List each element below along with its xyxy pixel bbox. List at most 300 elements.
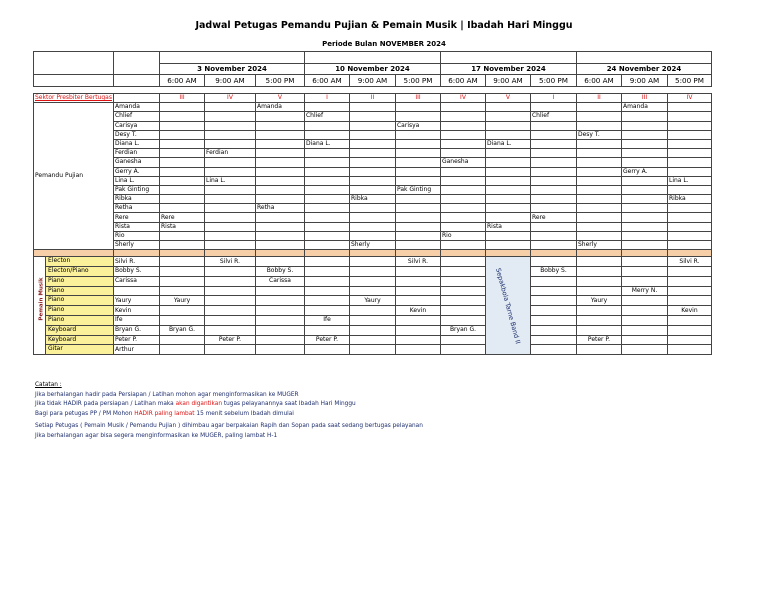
assignment-cell [395, 176, 440, 185]
table-row [34, 286, 712, 296]
sektor-value: III [621, 94, 667, 103]
assignment-cell: Merry N. [621, 286, 667, 296]
assignment-cell [159, 103, 204, 112]
pemain-label: Pemain Musik [38, 277, 45, 321]
assignment-cell [576, 222, 621, 231]
assignment-cell [304, 213, 349, 222]
person-name: Sherly [113, 241, 159, 250]
assignment-cell [349, 103, 395, 112]
assignment-cell [440, 112, 485, 121]
assignment-cell [440, 103, 485, 112]
assignment-cell [576, 213, 621, 222]
table-row [34, 241, 712, 250]
assignment-cell: Ferdian [204, 149, 255, 158]
assignment-cell [255, 296, 304, 306]
assignment-cell: Retha [255, 204, 304, 213]
person-name: Pak Ginting [113, 185, 159, 194]
assignment-cell [349, 315, 395, 325]
instrument-label: Piano [46, 287, 113, 297]
assignment-cell [204, 276, 255, 286]
table-row [34, 149, 712, 158]
assignment-cell [255, 149, 304, 158]
assignment-cell [395, 296, 440, 306]
assignment-cell [304, 222, 349, 231]
assignment-cell [621, 121, 667, 130]
assignment-cell [621, 325, 667, 335]
assignment-cell [440, 315, 485, 325]
assignment-cell: Peter P. [576, 335, 621, 345]
assignment-cell [485, 130, 530, 139]
assignment-cell [440, 286, 485, 296]
assignment-cell [159, 121, 204, 130]
assignment-cell [349, 176, 395, 185]
assignment-cell [255, 325, 304, 335]
assignment-cell [621, 139, 667, 148]
instrument-label: Electon/Piano [46, 267, 113, 277]
assignment-cell [204, 158, 255, 167]
time-header: 5:00 PM [255, 75, 304, 87]
table-row [34, 315, 712, 325]
assignment-cell: Gerry A. [621, 167, 667, 176]
assignment-cell [485, 121, 530, 130]
assignment-cell [530, 231, 576, 240]
person-name: Bryan G. [113, 325, 159, 335]
assignment-cell [621, 213, 667, 222]
assignment-cell [159, 335, 204, 345]
time-header: 5:00 PM [667, 75, 711, 87]
assignment-cell [667, 213, 711, 222]
assignment-cell [204, 195, 255, 204]
assignment-cell [349, 213, 395, 222]
assignment-cell [576, 325, 621, 335]
assignment-cell [304, 296, 349, 306]
date-header: 3 November 2024 [159, 64, 304, 75]
assignment-cell [621, 222, 667, 231]
assignment-cell [440, 176, 485, 185]
assignment-cell [667, 185, 711, 194]
assignment-cell [204, 266, 255, 276]
assignment-cell [667, 167, 711, 176]
assignment-cell [304, 257, 349, 267]
assignment-cell [395, 130, 440, 139]
person-name: Chlief [113, 112, 159, 121]
sektor-value: II [349, 94, 395, 103]
person-name: Retha [113, 204, 159, 213]
instrument-label: Electon [46, 257, 113, 267]
page-subtitle: Periode Bulan NOVEMBER 2024 [322, 40, 446, 48]
person-name: Carisya [113, 121, 159, 130]
assignment-cell [204, 139, 255, 148]
assignment-cell [485, 149, 530, 158]
assignment-cell [621, 345, 667, 355]
assignment-cell [530, 276, 576, 286]
table-row [34, 231, 712, 240]
assignment-cell [204, 231, 255, 240]
assignment-cell [667, 276, 711, 286]
assignment-cell [255, 335, 304, 345]
assignment-cell [621, 204, 667, 213]
assignment-cell [304, 185, 349, 194]
assignment-cell [255, 139, 304, 148]
assignment-cell [395, 286, 440, 296]
assignment-cell [485, 158, 530, 167]
assignment-cell [440, 213, 485, 222]
assignment-cell [621, 176, 667, 185]
assignment-cell: Ganesha [440, 158, 485, 167]
assignment-cell [395, 315, 440, 325]
date-header: 17 November 2024 [440, 64, 576, 75]
assignment-cell [395, 241, 440, 250]
assignment-cell: Sherly [349, 241, 395, 250]
assignment-cell [204, 296, 255, 306]
person-name: Diana L. [113, 139, 159, 148]
sektor-value: I [530, 94, 576, 103]
pemandu-label: Pemandu Pujian [34, 103, 114, 250]
assignment-cell [576, 149, 621, 158]
assignment-cell [621, 195, 667, 204]
assignment-cell [576, 276, 621, 286]
assignment-cell [304, 103, 349, 112]
assignment-cell [395, 345, 440, 355]
person-name: Ferdian [113, 149, 159, 158]
date-header: 24 November 2024 [576, 64, 711, 75]
assignment-cell [440, 266, 485, 276]
assignment-cell [304, 130, 349, 139]
assignment-cell [530, 325, 576, 335]
assignment-cell [159, 241, 204, 250]
assignment-cell: Desy T. [576, 130, 621, 139]
time-header: 5:00 PM [530, 75, 576, 87]
time-header: 6:00 AM [440, 75, 485, 87]
assignment-cell [530, 103, 576, 112]
assignment-cell [255, 112, 304, 121]
table-row [34, 176, 712, 185]
assignment-cell [530, 222, 576, 231]
assignment-cell [667, 296, 711, 306]
assignment-cell [395, 276, 440, 286]
date-header: 10 November 2024 [304, 64, 440, 75]
assignment-cell: Rio [440, 231, 485, 240]
assignment-cell [255, 213, 304, 222]
assignment-cell [621, 241, 667, 250]
assignment-cell [576, 167, 621, 176]
assignment-cell [255, 176, 304, 185]
assignment-cell: Rere [530, 213, 576, 222]
assignment-cell [204, 167, 255, 176]
assignment-cell [530, 204, 576, 213]
assignment-cell [576, 306, 621, 316]
assignment-cell: Rista [159, 222, 204, 231]
assignment-cell [530, 176, 576, 185]
notes-label: Catatan : [35, 382, 62, 388]
assignment-cell [395, 204, 440, 213]
assignment-cell [349, 335, 395, 345]
table-row [34, 139, 712, 148]
person-name: Ribka [113, 195, 159, 204]
assignment-cell [530, 121, 576, 130]
person-name [113, 286, 159, 296]
assignment-cell [255, 167, 304, 176]
table-row [34, 222, 712, 231]
assignment-cell [159, 176, 204, 185]
person-name: Rere [113, 213, 159, 222]
assignment-cell [159, 139, 204, 148]
assignment-cell [349, 276, 395, 286]
assignment-cell [530, 185, 576, 194]
assignment-cell [395, 167, 440, 176]
person-name: Bobby S. [113, 266, 159, 276]
time-header: 9:00 AM [349, 75, 395, 87]
sektor-value: IV [204, 94, 255, 103]
assignment-cell [576, 185, 621, 194]
sektor-value: IV [667, 94, 711, 103]
assignment-cell [440, 185, 485, 194]
assignment-cell [667, 149, 711, 158]
assignment-cell [255, 195, 304, 204]
assignment-cell [440, 222, 485, 231]
assignment-cell [159, 345, 204, 355]
sektor-value: III [159, 94, 204, 103]
table-row [34, 213, 712, 222]
assignment-cell [576, 158, 621, 167]
sektor-value: I [304, 94, 349, 103]
sektor-value: III [395, 94, 440, 103]
assignment-cell [159, 266, 204, 276]
assignment-cell [159, 149, 204, 158]
assignment-cell [667, 325, 711, 335]
assignment-cell [255, 306, 304, 316]
assignment-cell [204, 306, 255, 316]
assignment-cell [304, 286, 349, 296]
assignment-cell [440, 306, 485, 316]
assignment-cell: Ribka [667, 195, 711, 204]
assignment-cell [204, 241, 255, 250]
assignment-cell [576, 315, 621, 325]
assignment-cell [159, 185, 204, 194]
assignment-cell [349, 266, 395, 276]
assignment-cell [304, 167, 349, 176]
sektor-value: IV [440, 94, 485, 103]
assignment-cell [304, 266, 349, 276]
assignment-cell [440, 149, 485, 158]
assignment-cell: Bobby S. [530, 266, 576, 276]
table-row [34, 167, 712, 176]
time-header: 6:00 AM [159, 75, 204, 87]
assignment-cell [440, 167, 485, 176]
assignment-cell [530, 257, 576, 267]
time-header: 6:00 AM [576, 75, 621, 87]
assignment-cell [159, 315, 204, 325]
assignment-cell [621, 335, 667, 345]
sektor-value: V [255, 94, 304, 103]
assignment-cell [621, 158, 667, 167]
person-name: Rista [113, 222, 159, 231]
assignment-cell: Bobby S. [255, 266, 304, 276]
assignment-cell [530, 286, 576, 296]
assignment-cell [440, 130, 485, 139]
assignment-cell [667, 121, 711, 130]
assignment-cell [395, 112, 440, 121]
assignment-cell [204, 286, 255, 296]
assignment-cell [530, 306, 576, 316]
assignment-cell [621, 130, 667, 139]
assignment-cell [530, 345, 576, 355]
person-name: Carissa [113, 276, 159, 286]
person-name: Kevin [113, 306, 159, 316]
assignment-cell [255, 241, 304, 250]
instrument-label: Piano [46, 316, 113, 326]
assignment-cell [159, 306, 204, 316]
assignment-cell [349, 158, 395, 167]
assignment-cell [440, 204, 485, 213]
assignment-cell [304, 325, 349, 335]
assignment-cell [255, 257, 304, 267]
note-5: Jika berhalangan agar bisa segera menginformasikan ke MUGER, paling lambat H-1 [35, 432, 278, 439]
schedule-table [33, 51, 712, 355]
assignment-cell [395, 158, 440, 167]
assignment-cell: Carisya [395, 121, 440, 130]
assignment-cell [530, 335, 576, 345]
assignment-cell [395, 325, 440, 335]
assignment-cell [485, 204, 530, 213]
assignment-cell [485, 176, 530, 185]
instrument-label: Keyboard [46, 336, 113, 346]
note-3: Bagi para petugas PP / PM Mohon HADIR paling lambat 15 menit sebelum Ibadah dimulai [35, 410, 294, 417]
assignment-cell [667, 222, 711, 231]
assignment-cell [304, 204, 349, 213]
assignment-cell: Chlief [304, 112, 349, 121]
person-name: Yaury [113, 296, 159, 306]
assignment-cell [530, 139, 576, 148]
assignment-cell [349, 231, 395, 240]
assignment-cell [159, 257, 204, 267]
table-row [34, 158, 712, 167]
assignment-cell [440, 345, 485, 355]
assignment-cell [395, 231, 440, 240]
assignment-cell [159, 204, 204, 213]
assignment-cell [395, 195, 440, 204]
table-row [34, 296, 712, 306]
assignment-cell [395, 139, 440, 148]
assignment-cell [576, 345, 621, 355]
assignment-cell: Ife [304, 315, 349, 325]
assignment-cell: Carissa [255, 276, 304, 286]
assignment-cell [255, 158, 304, 167]
assignment-cell [621, 296, 667, 306]
assignment-cell [304, 345, 349, 355]
assignment-cell [349, 167, 395, 176]
assignment-cell [485, 213, 530, 222]
assignment-cell [255, 315, 304, 325]
assignment-cell [304, 158, 349, 167]
assignment-cell [349, 325, 395, 335]
assignment-cell [304, 149, 349, 158]
assignment-cell: Pak Ginting [395, 185, 440, 194]
pemain-label-cell [34, 257, 114, 355]
assignment-cell [304, 231, 349, 240]
table-row [34, 266, 712, 276]
assignment-cell [667, 158, 711, 167]
assignment-cell [576, 195, 621, 204]
assignment-cell [667, 139, 711, 148]
assignment-cell [667, 286, 711, 296]
assignment-cell [576, 266, 621, 276]
assignment-cell: Peter P. [304, 335, 349, 345]
assignment-cell [621, 149, 667, 158]
assignment-cell [485, 167, 530, 176]
assignment-cell [255, 121, 304, 130]
assignment-cell [255, 222, 304, 231]
assignment-cell [530, 315, 576, 325]
person-name: Amanda [113, 103, 159, 112]
assignment-cell [159, 286, 204, 296]
assignment-cell [395, 149, 440, 158]
assignment-cell: Silvi R. [204, 257, 255, 267]
table-row [34, 335, 712, 345]
assignment-cell [576, 257, 621, 267]
assignment-cell [159, 112, 204, 121]
assignment-cell: Lina L. [204, 176, 255, 185]
time-header: 9:00 AM [621, 75, 667, 87]
instrument-label: Piano [46, 306, 113, 316]
assignment-cell: Ribka [349, 195, 395, 204]
assignment-cell [395, 222, 440, 231]
assignment-cell: Kevin [395, 306, 440, 316]
assignment-cell [485, 195, 530, 204]
assignment-cell [204, 130, 255, 139]
assignment-cell [576, 176, 621, 185]
assignment-cell [395, 213, 440, 222]
table-row [34, 276, 712, 286]
assignment-cell [485, 241, 530, 250]
assignment-cell [440, 335, 485, 345]
note-1: Jika berhalangan hadir pada Persiapan / Latihan mohon agar menginformasikan ke MUGER [35, 391, 299, 398]
assignment-cell: Kevin [667, 306, 711, 316]
instrument-label: Keyboard [46, 326, 113, 336]
person-name: Peter P. [113, 335, 159, 345]
table-row [34, 306, 712, 316]
assignment-cell [349, 185, 395, 194]
special-cell [485, 257, 530, 355]
person-name: Rio [113, 231, 159, 240]
sektor-value: II [576, 94, 621, 103]
person-name: Arthur [113, 345, 159, 355]
assignment-cell [667, 112, 711, 121]
assignment-cell [159, 158, 204, 167]
assignment-cell: Peter P. [204, 335, 255, 345]
assignment-cell: Bryan G. [440, 325, 485, 335]
assignment-cell [349, 286, 395, 296]
assignment-cell [395, 335, 440, 345]
table-row [34, 345, 712, 355]
assignment-cell [204, 213, 255, 222]
note-2: Jika tidak HADIR pada persiapan / Latihan maka akan digantikan tugas pelayanannya saat Ibadah Hari Minggu [35, 401, 356, 408]
assignment-cell: Bryan G. [159, 325, 204, 335]
time-header: 9:00 AM [485, 75, 530, 87]
sektor-label: Sektor Presbiter Bertugas [35, 94, 112, 102]
assignment-cell [304, 241, 349, 250]
table-row [34, 130, 712, 139]
assignment-cell: Rere [159, 213, 204, 222]
assignment-cell [667, 345, 711, 355]
assignment-cell [349, 149, 395, 158]
table-row [34, 121, 712, 130]
assignment-cell [667, 231, 711, 240]
assignment-cell: Diana L. [304, 139, 349, 148]
assignment-cell [349, 257, 395, 267]
assignment-cell [159, 167, 204, 176]
assignment-cell [667, 315, 711, 325]
